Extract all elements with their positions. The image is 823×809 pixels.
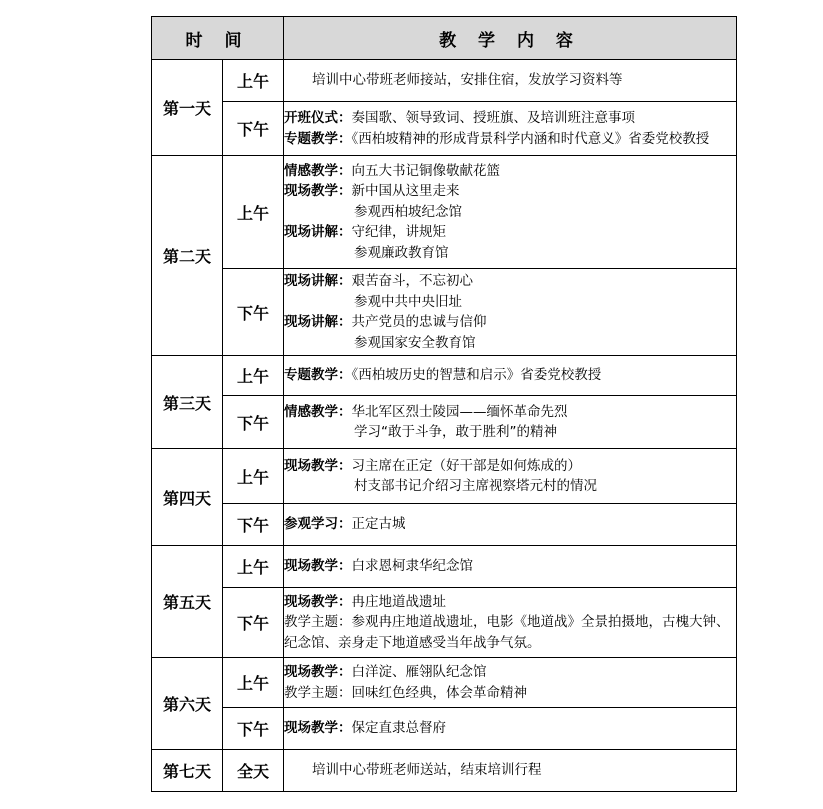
session-content [284,396,737,449]
content-line [284,592,736,613]
content-label: 现场教学： [284,720,352,737]
content-line [284,222,736,243]
session-content [284,658,737,708]
table-row [152,449,737,504]
table-row [152,750,737,792]
content-line [284,662,736,683]
content-label: 现场教学： [284,593,352,610]
table-row [152,156,737,269]
period-label: 上午 [223,449,284,504]
content-line [284,683,736,704]
content-text: 白求恩柯隶华纪念馆 [351,558,474,575]
content-label: 情感教学： [284,162,352,179]
content-line [284,556,736,577]
content-line [284,161,736,182]
content-line [284,456,736,477]
session-content [284,449,737,504]
content-label: 现场教学： [284,457,352,474]
session-content [284,156,737,269]
content-line: 学习“敢于斗争，敢于胜利”的精神 [354,424,558,440]
content-label: 情感教学： [284,403,352,420]
content-label: 参观学习： [284,516,352,533]
content-label: 教学主题： [284,614,352,631]
content-label: 现场教学： [284,558,352,575]
session-content [284,504,737,546]
table-row [152,708,737,750]
content-label: 教学主题： [284,684,352,701]
content-label: 开班仪式： [284,110,352,126]
day-label: 第五天 [152,546,223,658]
content-label: 现场教学： [284,183,352,200]
day-label: 第二天 [152,156,223,356]
day-label: 第六天 [152,658,223,750]
content-label: 专题教学： [284,367,352,384]
period-label: 下午 [223,396,284,449]
table-row [152,102,737,156]
period-label: 上午 [223,546,284,588]
table-row [152,504,737,546]
content-text: 奏国歌、领导致词、授班旗、及培训班注意事项 [351,110,636,126]
content-line [284,129,736,150]
content-line: 村支部书记介绍习主席视察塔元村的情况 [354,478,598,494]
content-line [284,514,736,535]
content-text: 守纪律，讲规矩 [351,224,447,241]
session-content [284,708,737,750]
session-content [284,60,737,102]
session-content [284,102,737,156]
period-label: 下午 [223,708,284,750]
content-line [284,271,736,292]
header-content: 教 学 内 容 [284,17,737,60]
session-content [284,750,737,792]
table-row [152,269,737,356]
content-text: 冉庄地道战遗址 [351,593,447,610]
header-row [152,17,737,60]
schedule-table [151,16,737,792]
content-line: 参观国家安全教育馆 [354,334,476,351]
content-line: 培训中心带班老师接站，安排住宿，发放学习资料等 [312,72,623,89]
content-line [284,312,736,333]
content-text: 白洋淀、雁翎队纪念馆 [351,664,487,680]
content-text: 正定古城 [351,516,406,533]
content-text: 艰苦奋斗，不忘初心 [351,273,474,289]
table-row [152,60,737,102]
content-text: 华北军区烈士陵园——缅怀革命先烈 [351,403,568,420]
content-line [284,181,736,202]
period-label: 下午 [223,102,284,156]
table-row [152,658,737,708]
content-text: 向五大书记铜像敬献花篮 [351,162,501,179]
period-label: 上午 [223,60,284,102]
period-label: 下午 [223,269,284,356]
session-content [284,356,737,396]
day-label: 第三天 [152,356,223,449]
content-label: 现场讲解： [284,314,352,330]
content-line [284,718,736,739]
content-line [284,108,736,129]
header-time: 时 间 [152,17,284,60]
content-text: 《西柏坡精神的形成背景科学内涵和时代意义》省委党校教授 [351,130,710,147]
period-label: 全天 [223,750,284,792]
content-label: 现场教学： [284,664,352,680]
content-label: 专题教学： [284,130,352,147]
content-text: 回味红色经典，体会革命精神 [351,684,528,701]
day-label: 第一天 [152,60,223,156]
content-text: 保定直隶总督府 [351,720,447,737]
session-content [284,588,737,658]
content-label: 现场讲解： [284,273,352,289]
content-line [284,402,736,423]
content-text: 新中国从这里走来 [351,183,460,200]
period-label: 上午 [223,356,284,396]
content-line [284,365,736,386]
content-line [284,612,736,653]
period-label: 上午 [223,658,284,708]
content-label: 现场讲解： [284,224,352,241]
session-content [284,546,737,588]
table-row [152,588,737,658]
content-line: 培训中心带班老师送站，结束培训行程 [312,762,542,779]
content-text: 参观冉庄地道战遗址，电影《地道战》全景拍摄地，古槐大钟、纪念馆、亲身走下地道感受当年战争气氛。 [284,614,730,651]
day-label: 第七天 [152,750,223,792]
content-line: 参观中共中央旧址 [354,293,463,310]
period-label: 下午 [223,588,284,658]
content-text: 共产党员的忠诚与信仰 [351,314,487,330]
content-line: 参观廉政教育馆 [354,244,449,261]
content-text: 习主席在正定（好干部是如何炼成的） [351,457,582,474]
table-row [152,396,737,449]
content-line: 参观西柏坡纪念馆 [354,203,463,220]
content-text: 《西柏坡历史的智慧和启示》省委党校教授 [351,367,602,384]
session-content [284,269,737,356]
day-label: 第四天 [152,449,223,546]
table-row [152,356,737,396]
period-label: 上午 [223,156,284,269]
period-label: 下午 [223,504,284,546]
table-row [152,546,737,588]
